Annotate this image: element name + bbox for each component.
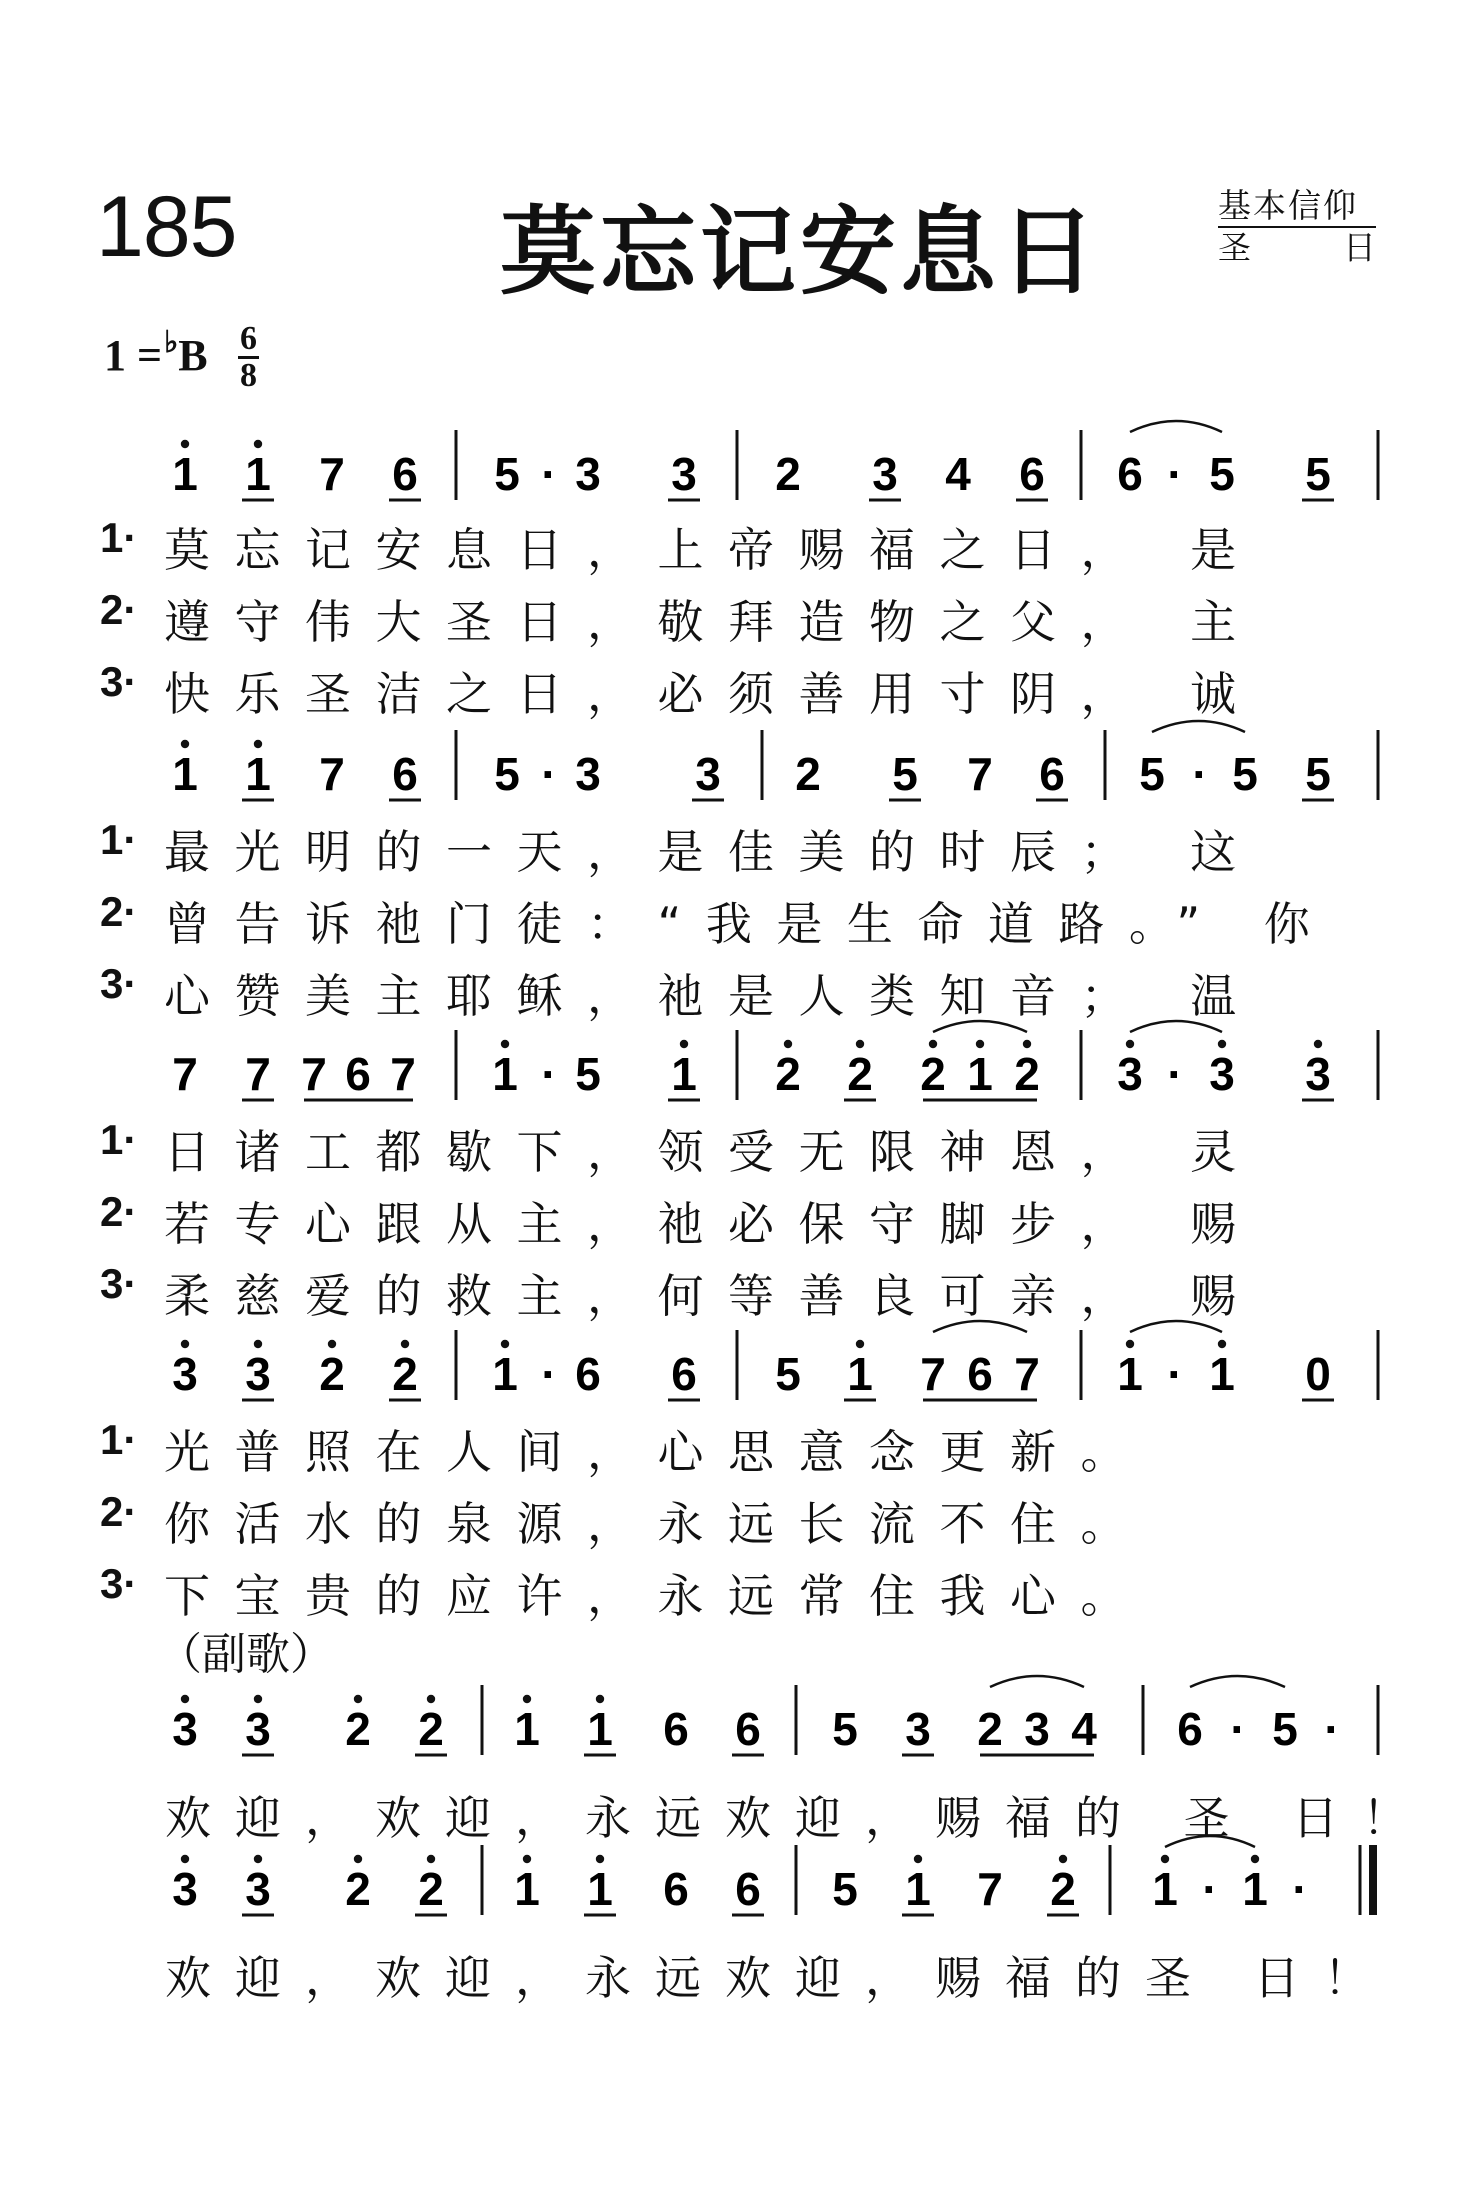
note: 3 bbox=[1117, 1048, 1143, 1100]
octave-dot bbox=[523, 1855, 531, 1863]
duration-dot: · bbox=[541, 748, 557, 800]
octave-dot bbox=[354, 1695, 362, 1703]
note: 5 bbox=[832, 1703, 858, 1755]
note: 3 bbox=[905, 1703, 931, 1755]
note: 5 bbox=[494, 448, 520, 500]
note: 5 bbox=[775, 1348, 801, 1400]
verse-number: 1· bbox=[100, 1416, 138, 1463]
octave-dot bbox=[1161, 1855, 1169, 1863]
octave-dot bbox=[181, 1855, 189, 1863]
lyric-line: 曾告诉祂门徒：“我是生命道路。” 你 bbox=[164, 897, 1335, 951]
duration-dot: · bbox=[1167, 448, 1183, 500]
octave-dot bbox=[401, 1340, 409, 1348]
chorus-lyric-line: 欢迎，欢迎，永远欢迎，赐福的 圣 日！ bbox=[165, 1791, 1433, 1845]
note: 3 bbox=[695, 748, 721, 800]
note: 2 bbox=[1014, 1048, 1040, 1100]
note: 3 bbox=[172, 1348, 198, 1400]
note: 1 bbox=[492, 1048, 518, 1100]
note: 3 bbox=[1209, 1048, 1235, 1100]
note: 5 bbox=[1139, 748, 1165, 800]
lyric-line: 柔慈爱的救主，何等善良可亲， 赐 bbox=[164, 1269, 1261, 1323]
note: 5 bbox=[1305, 448, 1331, 500]
note: 7 bbox=[172, 1048, 198, 1100]
octave-dot bbox=[596, 1695, 604, 1703]
note: 7 bbox=[319, 748, 345, 800]
note: 3 bbox=[245, 1863, 271, 1915]
octave-dot bbox=[254, 740, 262, 748]
note: 6 bbox=[392, 448, 418, 500]
octave-dot bbox=[254, 440, 262, 448]
octave-dot bbox=[181, 440, 189, 448]
slur bbox=[1130, 421, 1222, 432]
note: 2 bbox=[775, 448, 801, 500]
time-signature-top: 6 bbox=[240, 320, 257, 357]
octave-dot bbox=[680, 1040, 688, 1048]
octave-dot bbox=[1126, 1040, 1134, 1048]
key-letter: B bbox=[178, 331, 208, 380]
octave-dot bbox=[1023, 1040, 1031, 1048]
verse-number: 1· bbox=[100, 1116, 138, 1163]
note: 7 bbox=[920, 1348, 946, 1400]
note: 3 bbox=[1024, 1703, 1050, 1755]
note: 5 bbox=[1272, 1703, 1298, 1755]
octave-dot bbox=[1314, 1040, 1322, 1048]
octave-dot bbox=[427, 1855, 435, 1863]
note: 1 bbox=[245, 448, 271, 500]
note: 3 bbox=[575, 748, 601, 800]
octave-dot bbox=[856, 1340, 864, 1348]
chorus-label: （副歌） bbox=[158, 1629, 334, 1680]
octave-dot bbox=[596, 1855, 604, 1863]
octave-dot bbox=[181, 1340, 189, 1348]
note: 3 bbox=[872, 448, 898, 500]
note: 7 bbox=[390, 1048, 416, 1100]
note: 0 bbox=[1305, 1348, 1331, 1400]
octave-dot bbox=[914, 1855, 922, 1863]
note: 1 bbox=[1242, 1863, 1268, 1915]
duration-dot: · bbox=[1292, 1863, 1308, 1915]
verse-number: 2· bbox=[100, 586, 138, 633]
octave-dot bbox=[1218, 1040, 1226, 1048]
hymn-title: 莫忘记安息日 bbox=[500, 196, 1100, 308]
verse-number: 3· bbox=[100, 1260, 138, 1307]
slur bbox=[1190, 1676, 1285, 1687]
octave-dot bbox=[523, 1695, 531, 1703]
note: 3 bbox=[671, 448, 697, 500]
octave-dot bbox=[501, 1040, 509, 1048]
note: 6 bbox=[1019, 448, 1045, 500]
slur bbox=[990, 1676, 1084, 1687]
note: 1 bbox=[1209, 1348, 1235, 1400]
note: 3 bbox=[1305, 1048, 1331, 1100]
hymn-number: 185 bbox=[96, 179, 237, 275]
octave-dot bbox=[501, 1340, 509, 1348]
lyric-line: 遵守伟大圣日，敬拜造物之父， 主 bbox=[164, 595, 1261, 649]
note: 1 bbox=[1117, 1348, 1143, 1400]
duration-dot: · bbox=[541, 1348, 557, 1400]
note: 3 bbox=[245, 1348, 271, 1400]
note: 5 bbox=[832, 1863, 858, 1915]
note: 7 bbox=[977, 1863, 1003, 1915]
note: 2 bbox=[1050, 1863, 1076, 1915]
note: 2 bbox=[345, 1703, 371, 1755]
octave-dot bbox=[254, 1855, 262, 1863]
note: 1 bbox=[587, 1863, 613, 1915]
duration-dot: · bbox=[1167, 1048, 1183, 1100]
note: 1 bbox=[967, 1048, 993, 1100]
verse-number: 2· bbox=[100, 1488, 138, 1535]
verse-number: 1· bbox=[100, 514, 138, 561]
octave-dot bbox=[254, 1340, 262, 1348]
note: 5 bbox=[1209, 448, 1235, 500]
key-prefix: 1 = bbox=[104, 331, 163, 380]
lyric-line: 日诸工都歇下，领受无限神恩， 灵 bbox=[164, 1125, 1261, 1179]
final-barline bbox=[1369, 1845, 1377, 1915]
note: 2 bbox=[977, 1703, 1003, 1755]
note: 5 bbox=[494, 748, 520, 800]
note: 2 bbox=[392, 1348, 418, 1400]
note: 2 bbox=[920, 1048, 946, 1100]
note: 6 bbox=[735, 1863, 761, 1915]
note: 2 bbox=[847, 1048, 873, 1100]
note: 7 bbox=[1014, 1348, 1040, 1400]
category-subtopic-left: 圣 bbox=[1218, 228, 1251, 267]
note: 5 bbox=[575, 1048, 601, 1100]
verse-number: 2· bbox=[100, 1188, 138, 1235]
duration-dot: · bbox=[541, 1048, 557, 1100]
verse-number: 1· bbox=[100, 816, 138, 863]
note: 4 bbox=[1071, 1703, 1097, 1755]
note: 6 bbox=[663, 1703, 689, 1755]
octave-dot bbox=[254, 1695, 262, 1703]
octave-dot bbox=[784, 1040, 792, 1048]
note: 3 bbox=[245, 1703, 271, 1755]
note: 5 bbox=[1305, 748, 1331, 800]
octave-dot bbox=[181, 740, 189, 748]
note: 6 bbox=[1039, 748, 1065, 800]
note: 2 bbox=[775, 1048, 801, 1100]
note: 6 bbox=[735, 1703, 761, 1755]
note: 6 bbox=[671, 1348, 697, 1400]
verse-number: 2· bbox=[100, 888, 138, 935]
octave-dot bbox=[1126, 1340, 1134, 1348]
note: 2 bbox=[418, 1863, 444, 1915]
note: 1 bbox=[514, 1703, 540, 1755]
note: 6 bbox=[575, 1348, 601, 1400]
lyric-line: 快乐圣洁之日，必须善用寸阴， 诚 bbox=[164, 667, 1261, 721]
verse-number: 3· bbox=[100, 960, 138, 1007]
note: 6 bbox=[967, 1348, 993, 1400]
note: 7 bbox=[319, 448, 345, 500]
note: 5 bbox=[892, 748, 918, 800]
verse-number: 3· bbox=[100, 658, 138, 705]
lyric-line: 莫忘记安息日，上帝赐福之日， 是 bbox=[164, 523, 1261, 577]
note: 1 bbox=[847, 1348, 873, 1400]
lyric-line: 心赞美主耶稣，祂是人类知音； 温 bbox=[164, 969, 1261, 1023]
time-signature-bottom: 8 bbox=[240, 357, 257, 394]
verse-number: 3· bbox=[100, 1560, 138, 1607]
note: 1 bbox=[492, 1348, 518, 1400]
octave-dot bbox=[976, 1040, 984, 1048]
octave-dot bbox=[929, 1040, 937, 1048]
octave-dot bbox=[181, 1695, 189, 1703]
note: 1 bbox=[172, 748, 198, 800]
category-topic: 基本信仰 bbox=[1218, 186, 1376, 228]
note: 5 bbox=[1232, 748, 1258, 800]
note: 2 bbox=[418, 1703, 444, 1755]
note: 2 bbox=[795, 748, 821, 800]
lyric-line: 下宝贵的应许，永远常住我心。 bbox=[164, 1569, 1151, 1623]
note: 6 bbox=[663, 1863, 689, 1915]
duration-dot: · bbox=[1324, 1703, 1340, 1755]
note: 1 bbox=[1152, 1863, 1178, 1915]
duration-dot: · bbox=[541, 448, 557, 500]
note: 6 bbox=[1177, 1703, 1203, 1755]
octave-dot bbox=[856, 1040, 864, 1048]
duration-dot: · bbox=[1192, 748, 1208, 800]
octave-dot bbox=[1218, 1340, 1226, 1348]
octave-dot bbox=[427, 1695, 435, 1703]
note: 3 bbox=[172, 1863, 198, 1915]
note: 7 bbox=[301, 1048, 327, 1100]
note: 7 bbox=[245, 1048, 271, 1100]
lyric-line: 最光明的一天，是佳美的时辰； 这 bbox=[164, 825, 1261, 879]
lyric-line: 你活水的泉源，永远长流不住。 bbox=[164, 1497, 1151, 1551]
octave-dot bbox=[1059, 1855, 1067, 1863]
note: 3 bbox=[172, 1703, 198, 1755]
note: 6 bbox=[392, 748, 418, 800]
octave-dot bbox=[1251, 1855, 1259, 1863]
octave-dot bbox=[328, 1340, 336, 1348]
lyric-line: 若专心跟从主，祂必保守脚步， 赐 bbox=[164, 1197, 1261, 1251]
note: 1 bbox=[172, 448, 198, 500]
duration-dot: · bbox=[1202, 1863, 1218, 1915]
note: 4 bbox=[945, 448, 971, 500]
note: 1 bbox=[245, 748, 271, 800]
octave-dot bbox=[354, 1855, 362, 1863]
note: 6 bbox=[1117, 448, 1143, 500]
note: 1 bbox=[671, 1048, 697, 1100]
duration-dot: · bbox=[1230, 1703, 1246, 1755]
category-subtopic-right: 日 bbox=[1343, 228, 1376, 267]
note: 2 bbox=[319, 1348, 345, 1400]
note: 1 bbox=[514, 1863, 540, 1915]
note: 7 bbox=[967, 748, 993, 800]
note: 1 bbox=[587, 1703, 613, 1755]
note: 2 bbox=[345, 1863, 371, 1915]
note: 1 bbox=[905, 1863, 931, 1915]
note: 3 bbox=[575, 448, 601, 500]
lyric-line: 光普照在人间，心思意念更新。 bbox=[164, 1425, 1151, 1479]
chorus-lyric-line: 欢迎，欢迎，永远欢迎，赐福的圣 日！ bbox=[165, 1951, 1394, 2005]
duration-dot: · bbox=[1167, 1348, 1183, 1400]
flat-sign: ♭ bbox=[164, 326, 179, 359]
note: 6 bbox=[345, 1048, 371, 1100]
